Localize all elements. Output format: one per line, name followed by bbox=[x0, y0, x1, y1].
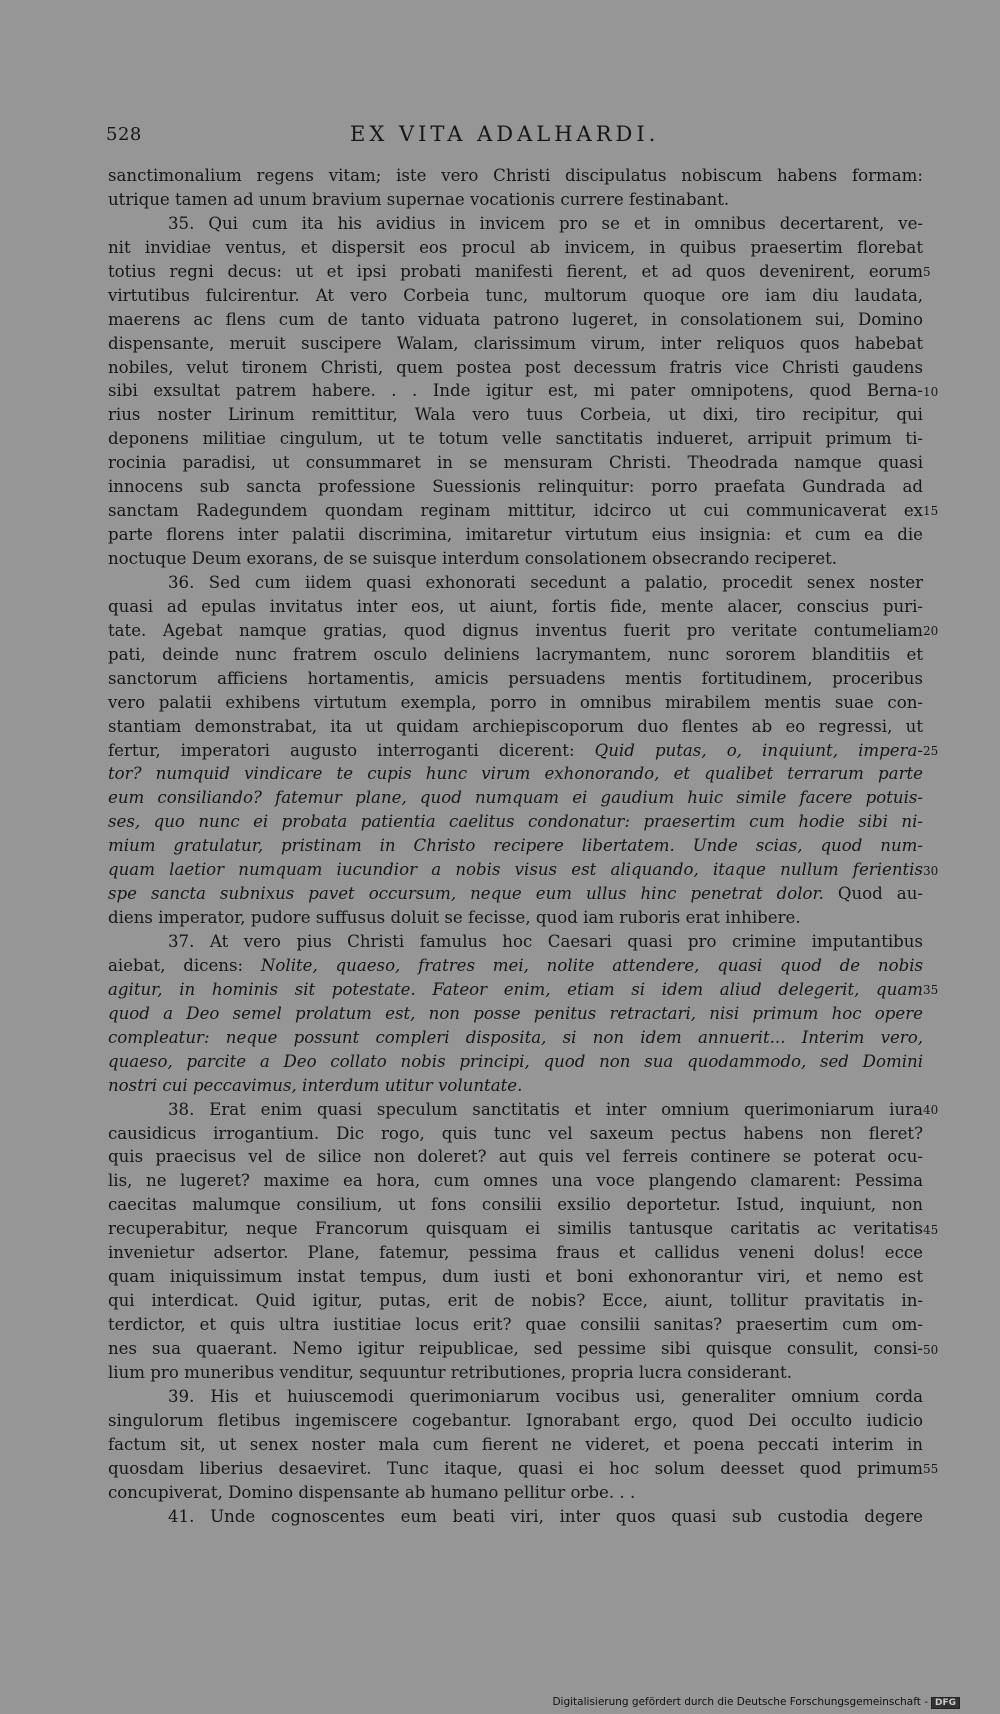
text-run: 38. Erat enim quasi speculum sanctitatis et inter omnium querimoniarum iura bbox=[168, 1099, 923, 1119]
text-line bbox=[108, 1002, 923, 1026]
text-line bbox=[108, 403, 923, 427]
text-line bbox=[108, 284, 923, 308]
text-run: lis, ne lugeret? maxime ea hora, cum omnes una voce plangendo clamarent: Pessima bbox=[108, 1171, 923, 1191]
text-run: nit invidiae ventus, et dispersit eos procul ab invicem, in quibus praesertim florebat bbox=[108, 237, 923, 257]
text-run: causidicus irrogantium. Dic rogo, quis tunc vel saxeum pectus habens non fleret? bbox=[108, 1123, 923, 1143]
text-run: maerens ac flens cum de tanto viduata patrono lugeret, in consolationem sui, Domino bbox=[108, 309, 923, 329]
text-line bbox=[108, 427, 923, 451]
text-run: caecitas malumque consilium, ut fons consilii exsilio deportetur. Istud, inquiunt, non bbox=[108, 1195, 923, 1215]
text-run: vero palatii exhibens virtutum exempla, porro in omnibus mirabilem mentis suae con- bbox=[108, 692, 923, 712]
text-line bbox=[108, 715, 923, 739]
text-line bbox=[108, 260, 923, 284]
text-line bbox=[108, 1074, 923, 1098]
text-line bbox=[108, 1217, 923, 1241]
text-run: quam iniquissimum instat tempus, dum iusti et boni exhonorantur viri, et nemo est bbox=[108, 1267, 923, 1287]
text-run: aiebat, dicens: bbox=[108, 955, 244, 975]
text-line bbox=[108, 1026, 923, 1050]
text-line bbox=[108, 451, 923, 475]
text-line bbox=[108, 188, 923, 212]
text-line bbox=[108, 1409, 923, 1433]
text-run: rocinia paradisi, ut consummaret in se mensuram Christi. Theodrada namque quasi bbox=[108, 453, 923, 473]
margin-line-number: 35 bbox=[923, 983, 939, 998]
text-run: fertur, imperatori augusto interroganti dicerent: bbox=[108, 740, 575, 760]
italic-quotation: quam laetior numquam iucundior a nobis visus est aliquando, itaque nullum ferientis bbox=[108, 860, 923, 880]
margin-line-number: 50 bbox=[923, 1342, 939, 1357]
text-line bbox=[108, 1337, 923, 1361]
text-run: singulorum fletibus ingemiscere cogebantur. Ignorabant ergo, quod Dei occulto iudicio bbox=[108, 1410, 923, 1430]
italic-quotation: nostri cui peccavimus, interdum utitur voluntate. bbox=[108, 1075, 523, 1095]
text-line bbox=[108, 571, 923, 595]
text-line bbox=[108, 762, 923, 786]
text-run: recuperabitur, neque Francorum quisquam ei similis tantusque caritatis ac veritatis bbox=[108, 1219, 923, 1239]
text-line bbox=[108, 1241, 923, 1265]
margin-line-number: 20 bbox=[923, 624, 939, 639]
text-run: qui interdicat. Quid igitur, putas, erit de nobis? Ecce, aiunt, tollitur pravitatis in- bbox=[108, 1291, 923, 1311]
text-line bbox=[108, 499, 923, 523]
text-line bbox=[108, 1481, 923, 1505]
text-line bbox=[108, 906, 923, 930]
body-text bbox=[108, 164, 923, 1528]
italic-quotation: Quid putas, o, inquiunt, impera- bbox=[594, 740, 923, 760]
text-run: sanctorum afficiens hortamentis, amicis persuadens mentis fortitudinem, proceribus bbox=[108, 668, 923, 688]
italic-quotation: spe sancta subnixus pavet occursum, neque eum ullus hinc penetrat dolor. bbox=[108, 884, 824, 904]
text-run: dispensante, meruit suscipere Walam, clarissimum virum, inter reliquos quos habebat bbox=[108, 333, 923, 353]
text-run: utrique tamen ad unum bravium supernae vocationis currere festinabant. bbox=[108, 189, 730, 209]
text-run: nobiles, velut tironem Christi, quem postea post decessum fratris vice Christi gaudens bbox=[108, 357, 923, 377]
text-run: tate. Agebat namque gratias, quod dignus inventus fuerit pro veritate contumeliam bbox=[108, 620, 923, 640]
text-line bbox=[108, 1193, 923, 1217]
digitization-credit bbox=[552, 1696, 960, 1709]
margin-line-number: 45 bbox=[923, 1222, 939, 1237]
margin-line-number: 25 bbox=[923, 743, 939, 758]
text-run: factum sit, ut senex noster mala cum fierent ne videret, et poena peccati interim in bbox=[108, 1434, 923, 1454]
text-line bbox=[108, 379, 923, 403]
text-line bbox=[108, 475, 923, 499]
text-line bbox=[108, 236, 923, 260]
margin-line-number: 30 bbox=[923, 863, 939, 878]
text-run: sibi exsultat patrem habere. . . Inde igitur est, mi pater omnipotens, quod Berna- bbox=[108, 381, 923, 401]
text-run: nes sua quaerant. Nemo igitur reipublicae, sed pessime sibi quisque consulit, consi- bbox=[108, 1338, 923, 1358]
text-line bbox=[108, 1457, 923, 1481]
text-line bbox=[108, 332, 923, 356]
text-line bbox=[108, 356, 923, 380]
italic-quotation: quod a Deo semel prolatum est, non posse penitus retractari, nisi primum hoc opere bbox=[108, 1003, 923, 1023]
text-run: virtutibus fulcirentur. At vero Corbeia tunc, multorum quoque ore iam diu laudata, bbox=[108, 285, 923, 305]
credit-text: Digitalisierung gefördert durch die Deutsche Forschungsgemeinschaft - bbox=[552, 1696, 928, 1708]
text-line bbox=[108, 739, 923, 763]
text-run: 35. Qui cum ita his avidius in invicem pro se et in omnibus decertarent, ve- bbox=[168, 213, 923, 233]
text-run: 37. At vero pius Christi famulus hoc Caesari quasi pro crimine imputantibus bbox=[168, 932, 923, 951]
text-run: sanctimonalium regens vitam; iste vero Christi discipulatus nobiscum habens formam: bbox=[108, 166, 923, 185]
italic-quotation: compleatur: neque possunt compleri disposita, si non idem annuerit... Interim vero, bbox=[108, 1027, 923, 1047]
text-line bbox=[108, 308, 923, 332]
italic-quotation: tor? numquid vindicare te cupis hunc virum exhonorando, et qualibet terrarum parte bbox=[108, 764, 923, 784]
text-line bbox=[108, 1505, 923, 1529]
text-run: quasi ad epulas invitatus inter eos, ut aiunt, fortis fide, mente alacer, conscius puri- bbox=[108, 596, 923, 616]
italic-quotation: eum consiliando? fatemur plane, quod numquam ei gaudium huic simile facere potuis- bbox=[108, 788, 923, 808]
margin-line-number: 55 bbox=[923, 1462, 939, 1477]
text-run: quosdam liberius desaeviret. Tunc itaque, quasi ei hoc solum deesset quod primum bbox=[108, 1458, 923, 1478]
text-line bbox=[108, 619, 923, 643]
text-line bbox=[108, 643, 923, 667]
italic-quotation: ses, quo nunc ei probata patientia caelitus condonatur: praesertim cum hodie sibi ni- bbox=[108, 812, 923, 832]
page-number: 528 bbox=[106, 124, 142, 145]
text-run: deponens militiae cingulum, ut te totum velle sanctitatis indueret, arripuit primum ti- bbox=[108, 429, 923, 449]
text-run: stantiam demonstrabat, ita ut quidam archiepiscoporum duo flentes ab eo regressi, ut bbox=[108, 716, 923, 736]
text-line bbox=[108, 1050, 923, 1074]
text-run: quis praecisus vel de silice non doleret? aut quis vel ferreis continere se poterat ocu- bbox=[108, 1147, 923, 1167]
text-run: rius noster Lirinum remittitur, Wala vero tuus Corbeia, ut dixi, tiro recipitur, qui bbox=[108, 405, 923, 425]
text-line bbox=[108, 1265, 923, 1289]
text-line bbox=[108, 547, 923, 571]
italic-quotation: quaeso, parcite a Deo collato nobis principi, quod non sua quodammodo, sed Domini bbox=[108, 1051, 923, 1071]
text-run: lium pro muneribus venditur, sequuntur retributiones, propria lucra considerant. bbox=[108, 1362, 792, 1382]
text-line bbox=[108, 667, 923, 691]
text-run: parte florens inter palatii discrimina, imitaretur virtutum eius insignia: et cum ea die bbox=[108, 525, 923, 545]
text-line bbox=[108, 595, 923, 619]
text-run: totius regni decus: ut et ipsi probati manifesti fierent, et ad quos devenirent, eorum bbox=[108, 261, 923, 281]
text-line bbox=[108, 858, 923, 882]
text-line bbox=[108, 691, 923, 715]
text-line bbox=[108, 523, 923, 547]
text-run: innocens sub sancta professione Suessionis relinquitur: porro praefata Gundrada ad bbox=[108, 477, 923, 497]
dfg-logo: DFG bbox=[931, 1697, 960, 1709]
text-line bbox=[108, 212, 923, 236]
text-run: Quod au- bbox=[823, 884, 923, 904]
text-line bbox=[108, 978, 923, 1002]
text-line bbox=[108, 1361, 923, 1385]
text-line bbox=[108, 1385, 923, 1409]
italic-quotation: agitur, in hominis sit potestate. Fateor enim, etiam si idem aliud delegerit, quam bbox=[108, 979, 923, 999]
text-run: 36. Sed cum iidem quasi exhonorati secedunt a palatio, procedit senex noster bbox=[168, 572, 923, 592]
text-line bbox=[108, 1313, 923, 1337]
text-run: sanctam Radegundem quondam reginam mittitur, idcirco ut cui communicaverat ex bbox=[108, 501, 923, 521]
text-run: 39. His et huiuscemodi querimoniarum vocibus usi, generaliter omnium corda bbox=[168, 1386, 923, 1406]
text-line bbox=[108, 882, 923, 906]
text-line bbox=[108, 834, 923, 858]
text-line bbox=[108, 1122, 923, 1146]
text-run: diens imperator, pudore suffusus doluit se fecisse, quod iam ruboris erat inhibere. bbox=[108, 908, 801, 928]
text-run: pati, deinde nunc fratrem osculo deliniens lacrymantem, nunc sororem blanditiis et bbox=[108, 644, 923, 664]
margin-line-number: 5 bbox=[923, 264, 931, 279]
italic-quotation: Nolite, quaeso, fratres mei, nolite attendere, quasi quod de nobis bbox=[260, 955, 924, 975]
margin-line-number: 15 bbox=[923, 504, 939, 519]
text-run: noctuque Deum exorans, de se suisque interdum consolationem obsecrando reciperet. bbox=[108, 549, 838, 568]
text-line bbox=[108, 164, 923, 188]
text-line bbox=[108, 786, 923, 810]
italic-quotation: mium gratulatur, pristinam in Christo recipere libertatem. Unde scias, quod num- bbox=[108, 836, 923, 856]
text-line bbox=[108, 1289, 923, 1313]
text-run: invenietur adsertor. Plane, fatemur, pessima fraus et callidus veneni dolus! ecce bbox=[108, 1243, 923, 1263]
text-run: concupiverat, Domino dispensante ab humano pellitur orbe. . . bbox=[108, 1482, 636, 1502]
text-run: terdictor, et quis ultra iustitiae locus erit? quae consilii sanitas? praesertim cum om- bbox=[108, 1315, 923, 1334]
text-line bbox=[108, 1169, 923, 1193]
text-run: 41. Unde cognoscentes eum beati viri, inter quos quasi sub custodia degere bbox=[168, 1506, 923, 1526]
running-title: EX VITA ADALHARDI. bbox=[350, 122, 660, 146]
margin-line-number: 10 bbox=[923, 384, 939, 399]
text-line bbox=[108, 1098, 923, 1122]
margin-line-number: 40 bbox=[923, 1103, 939, 1118]
text-line bbox=[108, 1433, 923, 1457]
text-line bbox=[108, 930, 923, 954]
text-line bbox=[108, 810, 923, 834]
text-line bbox=[108, 954, 923, 978]
text-line bbox=[108, 1145, 923, 1169]
